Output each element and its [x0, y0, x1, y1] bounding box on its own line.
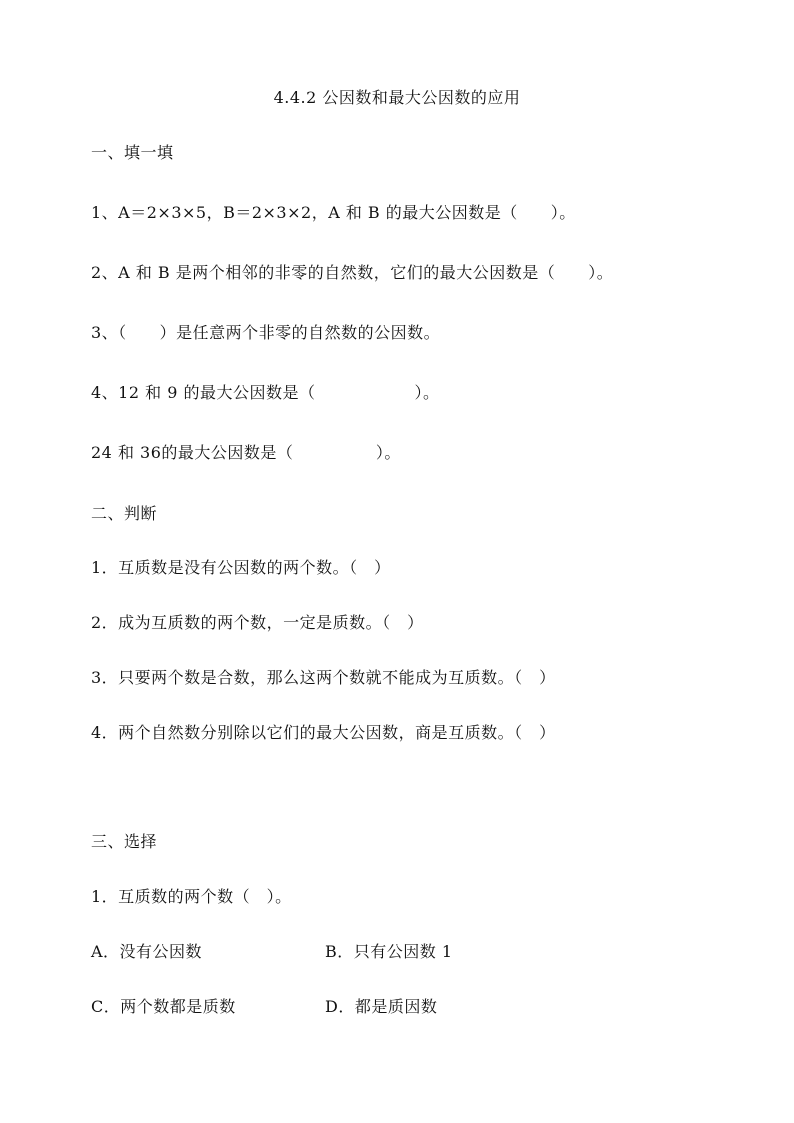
question-1-4b: 24 和 36的最大公因数是（ ）。 [91, 443, 401, 462]
option-d: D．都是质因数 [325, 997, 438, 1016]
question-2-4: 4．两个自然数分别除以它们的最大公因数，商是互质数。（ ） [91, 723, 556, 742]
question-1-3: 3、（ ）是任意两个非零的自然数的公因数。 [91, 323, 441, 342]
page-title: 4.4.2 公因数和最大公因数的应用 [273, 88, 521, 107]
option-b: B．只有公因数 1 [325, 942, 453, 961]
section1-heading: 一、填一填 [91, 143, 174, 162]
question-1-2: 2、A 和 B 是两个相邻的非零的自然数，它们的最大公因数是（ ）。 [91, 263, 614, 282]
question-2-2: 2．成为互质数的两个数，一定是质数。（ ） [91, 613, 424, 632]
question-1-4a: 4、12 和 9 的最大公因数是（ ）。 [91, 383, 440, 402]
question-2-3: 3．只要两个数是合数，那么这两个数就不能成为互质数。（ ） [91, 668, 556, 687]
section2-heading: 二、判断 [91, 504, 158, 523]
question-2-1: 1．互质数是没有公因数的两个数。（ ） [91, 558, 391, 577]
option-c: C．两个数都是质数 [91, 997, 236, 1016]
section3-heading: 三、选择 [91, 832, 158, 851]
question-3-1: 1．互质数的两个数（ ）。 [91, 887, 292, 906]
question-1-1: 1、A＝2×3×5，B＝2×3×2，A 和 B 的最大公因数是（ ）。 [91, 203, 576, 222]
option-a: A．没有公因数 [91, 942, 203, 961]
